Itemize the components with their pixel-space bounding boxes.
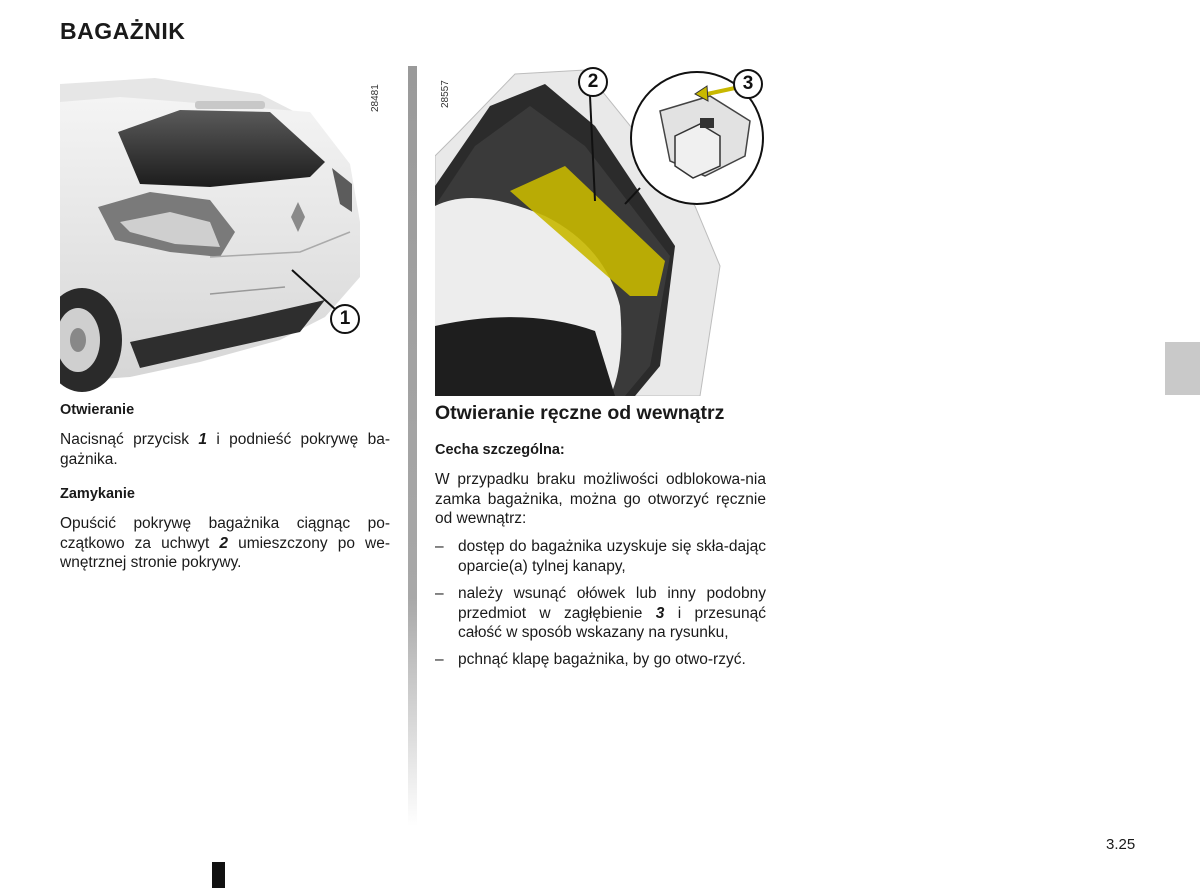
bullet-dash: –	[435, 538, 444, 555]
crop-mark	[212, 862, 225, 888]
figure-code: 28557	[440, 80, 451, 108]
trunk-interior-illustration	[435, 66, 768, 396]
figure-car-rear	[60, 72, 390, 392]
bullet-text: pchnąć klapę bagażnika, by go otwo-rzyć.	[458, 651, 746, 668]
closing-text-after: umieszczony po we-wnętrznej stronie pokrywy.	[60, 534, 390, 571]
section-heading: Otwieranie ręczne od wewnątrz	[435, 402, 725, 424]
bullet-text-after: i przesunąć całość w sposób wskazany na rysunku,	[458, 604, 766, 641]
opening-text-before: Nacisnąć przycisk	[60, 431, 199, 448]
closing-ref: 2	[219, 534, 229, 552]
bullet-ref: 3	[655, 604, 665, 622]
intro-paragraph: W przypadku braku możliwości odblokowa-nia zamka bagażnika, można go otworzyć ręcznie od wewnątrz:	[435, 471, 766, 527]
callout-2: 2	[578, 67, 608, 97]
bullet-text-before: należy wsunąć ołówek lub inny podobny przedmiot w zagłębienie	[458, 585, 766, 622]
closing-text-before: Opuścić pokrywę bagażnika ciągnąc po-czątkowo za uchwyt	[60, 515, 390, 552]
bullet-text	[458, 584, 766, 643]
bullet-dash: –	[435, 651, 444, 668]
callout-1: 1	[330, 304, 360, 334]
bullet-dash: –	[435, 585, 444, 602]
closing-heading: Zamykanie	[60, 486, 135, 502]
figure-code: 28481	[370, 84, 381, 112]
callout-3: 3	[733, 69, 763, 99]
opening-paragraph	[60, 430, 390, 469]
page-number: 3.25	[1106, 836, 1136, 853]
opening-heading: Otwieranie	[60, 402, 135, 418]
page-title: BAGAŻNIK	[60, 18, 186, 44]
opening-text-after: i podnieść pokrywę ba-gażnika.	[60, 431, 390, 468]
section-subheading: Cecha szczególna:	[435, 442, 565, 458]
car-rear-illustration	[60, 72, 390, 392]
figure-trunk-interior	[435, 66, 768, 396]
list-item	[435, 584, 766, 644]
list-item	[435, 650, 766, 690]
chapter-tab-marker	[1165, 342, 1200, 395]
list-item	[435, 537, 766, 577]
column-divider	[408, 66, 417, 826]
bullet-text: dostęp do bagażnika uzyskuje się skła-dając oparcie(a) tylnej kanapy,	[458, 538, 766, 575]
opening-ref: 1	[198, 431, 208, 448]
closing-paragraph	[60, 514, 390, 573]
